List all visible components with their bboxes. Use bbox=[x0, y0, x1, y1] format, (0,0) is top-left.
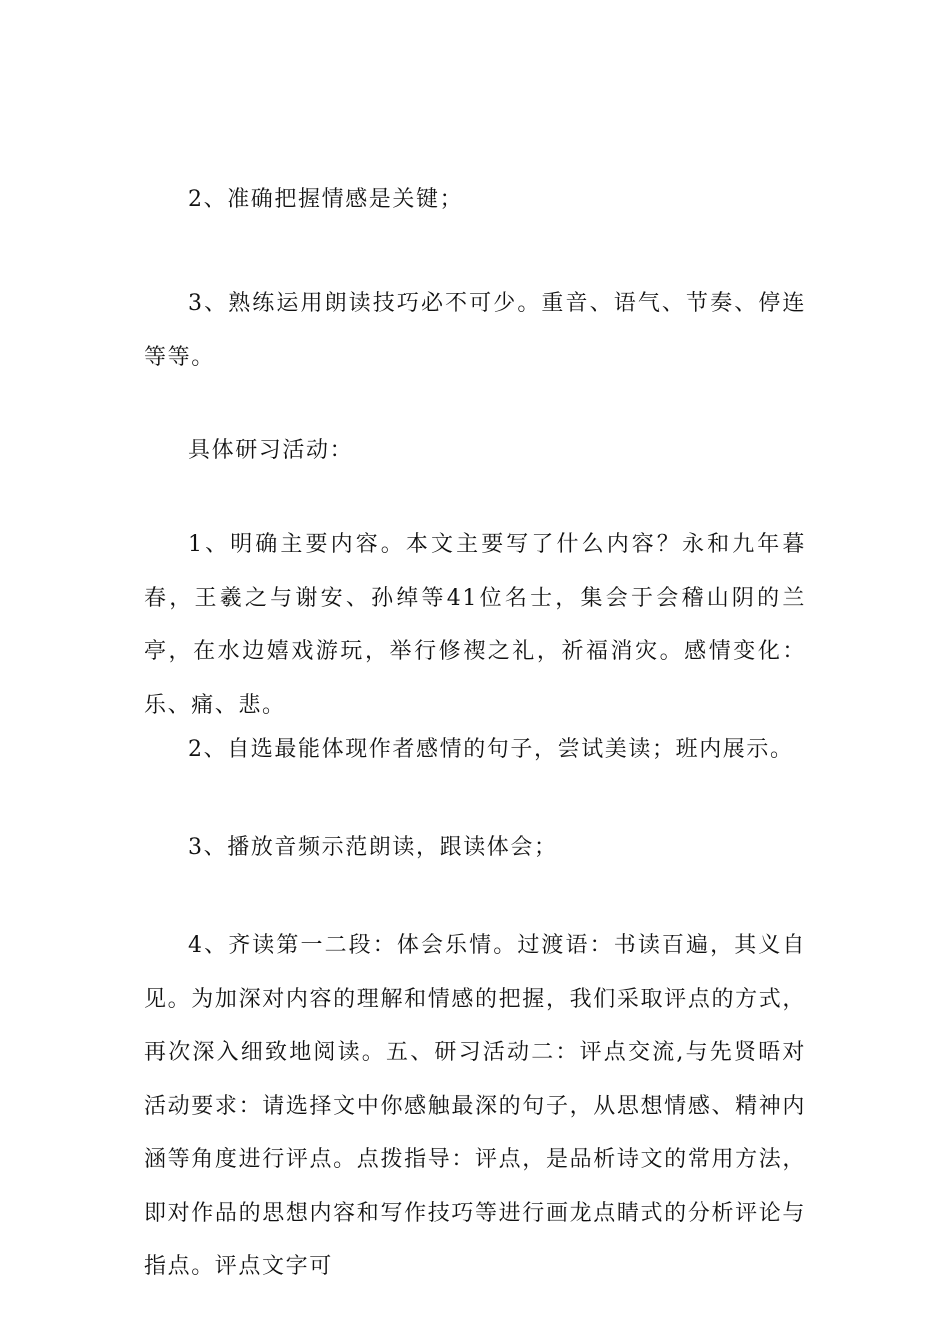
paragraph-activities-heading: 具体研习活动： bbox=[188, 438, 354, 463]
paragraph-group-reading: 4、齐读第一二段：体会乐情。过渡语：书读百遍，其义自见。为加深对内容的理解和情感的把握，我们采取评点的方式，再次深入细致地阅读。五、研习活动二：评点交流,与先贤晤对活动要求：请选择文中你感触最深的句子，从思想情感、精神内涵等角度进行评点。点拨指导：评点，是品析诗文的常用方法，即对作品的思想内容和写作技巧等进行画龙点睛式的分析评论与指点。评点文字可 bbox=[144, 933, 806, 1279]
paragraph-reading-skills: 3、熟练运用朗读技巧必不可少。重音、语气、节奏、停连等等。 bbox=[144, 291, 806, 370]
paragraph-select-sentences: 2、自选最能体现作者感情的句子，尝试美读；班内展示。 bbox=[188, 737, 794, 762]
paragraph-audio-demo: 3、播放音频示范朗读，跟读体会； bbox=[188, 835, 558, 860]
paragraph-emotion-key: 2、准确把握情感是关键； bbox=[188, 187, 464, 212]
paragraph-main-content: 1、明确主要内容。本文主要写了什么内容？永和九年暮春，王羲之与谢安、孙绰等41位名士，集会于会稽山阴的兰亭，在水边嬉戏游玩，举行修禊之礼，祈福消灾。感情变化：乐、痛、悲。 bbox=[144, 532, 806, 718]
